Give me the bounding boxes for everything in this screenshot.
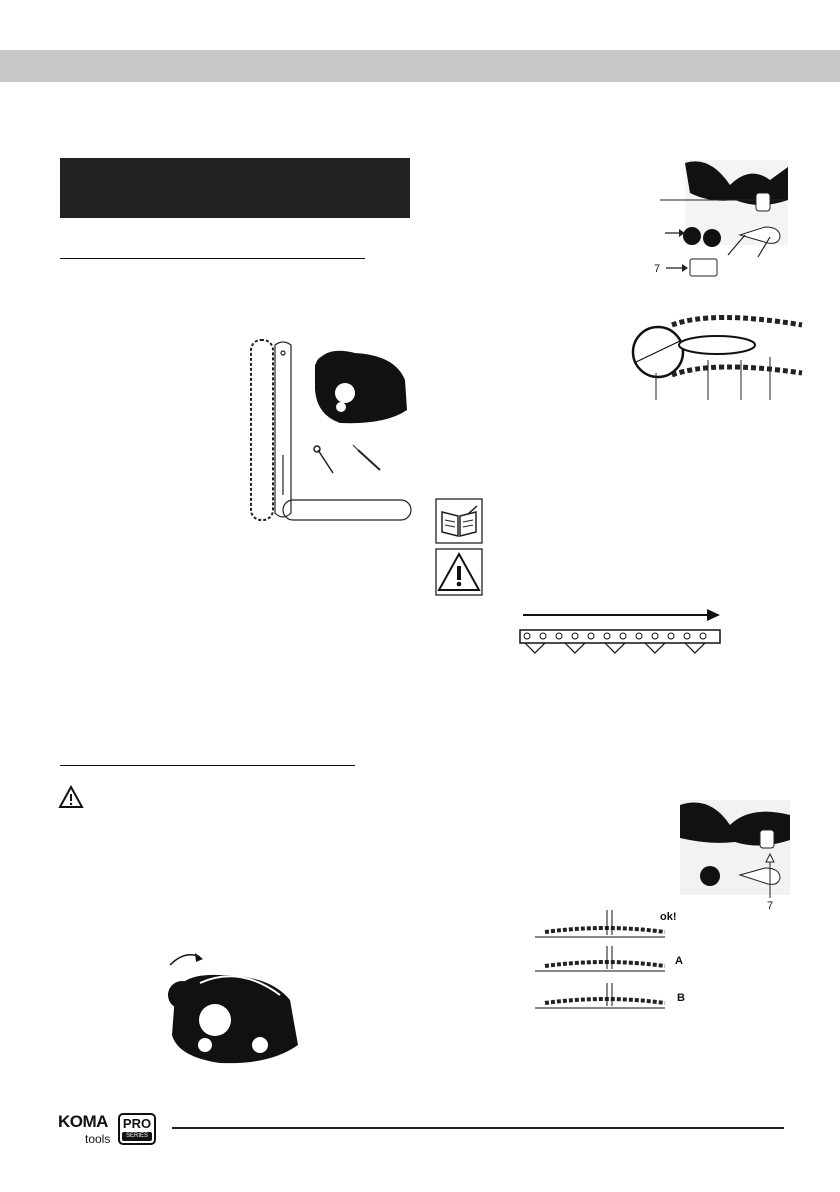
gauge-label-a: A [675, 955, 683, 967]
caution-icon [58, 785, 84, 809]
chain-tension-figure [632, 305, 802, 405]
footer-rule [172, 1127, 784, 1129]
series-sub: SERIES [122, 1132, 152, 1141]
chain-direction-figure [515, 605, 730, 660]
gauge-row-b [535, 983, 685, 1008]
parts-illustration [245, 335, 415, 530]
chain-adjust-figure [680, 800, 790, 910]
lock-panel-figure [640, 155, 790, 285]
series-main: PRO [122, 1116, 152, 1131]
spark-plug-wrench [314, 446, 333, 473]
guide-bar [275, 342, 291, 517]
gauge-label-b: B [677, 992, 685, 1004]
read-manual-icon [435, 498, 483, 544]
header-band [0, 50, 840, 82]
chainsaw-rotate-figure [160, 945, 305, 1070]
section-rule-2 [60, 765, 355, 766]
brand-sub: tools [85, 1132, 111, 1146]
screwdriver [353, 445, 380, 470]
chain-adjust-label: 7 [767, 900, 774, 912]
gauge-row-ok [535, 910, 677, 937]
section-title-box [60, 158, 410, 218]
lock-panel-label: 7 [654, 263, 661, 275]
bar-cover [283, 500, 411, 520]
series-badge [118, 1113, 156, 1145]
depth-gauge-figure [535, 880, 685, 1020]
brand-logo: KOMA [58, 1112, 108, 1131]
chain-loop [251, 340, 273, 520]
gauge-row-a [535, 946, 683, 971]
chainsaw-body [315, 351, 407, 424]
gauge-label-ok: ok! [660, 911, 677, 923]
section-rule-1 [60, 258, 365, 259]
warning-icon [435, 548, 483, 596]
